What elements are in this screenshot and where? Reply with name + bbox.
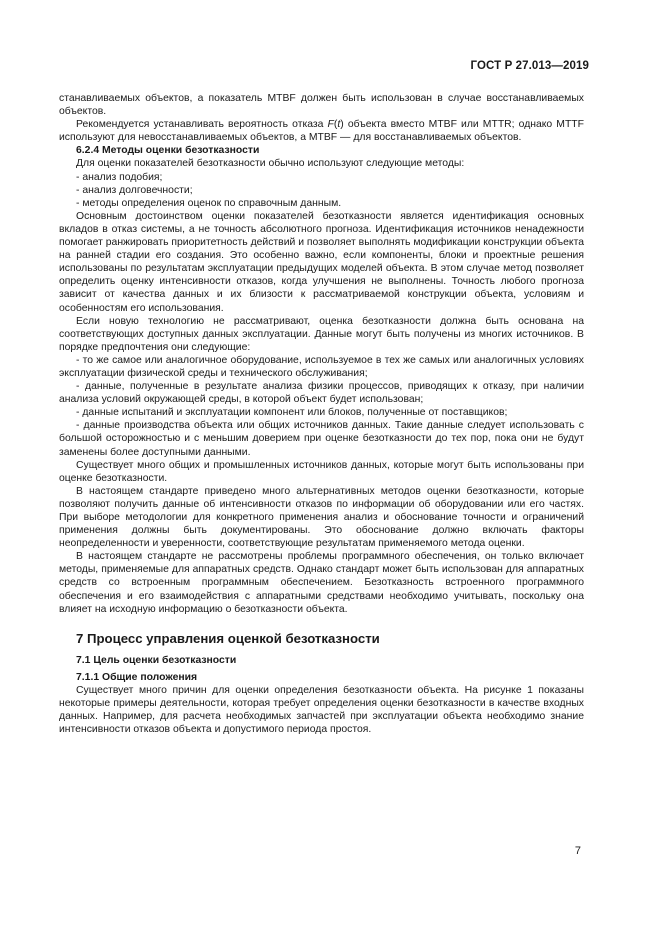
list-item: - то же самое или аналогичное оборудование, используемое в тех же самых или аналогичных условиях эксплуатации физической среды и технического обслуживания; [59,354,584,379]
list-item: - данные производства объекта или общих источников данных. Такие данные следует использовать с большой осторожностью и с меньшим доверием при оценке безотказности до тех пор, пока они не будут заменены более доступными данными. [59,420,584,458]
section-heading-7: 7 Процесс управления оценкой безотказности [76,630,380,646]
paragraph-general-sources: Существует много общих и промышленных источников данных, которые могут быть использованы при оценке безотказности. [59,459,584,484]
paragraph-software-scope: В настоящем стандарте не рассмотрены проблемы программного обеспечения, он только включает методы, применяемые для аппаратных средств. Однако стандарт может быть использован для аппаратных средств со встроенным программным обеспечением. Безотказность встроенного программного обеспечения и его взаимодействия с аппаратными средствами необходимо учитывать, поскольку она влияет на исходную информацию о безотказности объекта. [59,551,584,615]
list-item: - анализ долговечности; [76,184,193,196]
section-heading-7-1: 7.1 Цель оценки безотказности [76,654,237,666]
document-body [59,92,584,736]
paragraph-alternative-methods: В настоящем стандарте приведено много альтернативных методов оценки безотказности, которые позволяют получить данные об интенсивности отказов по информации об оборудовании или его частях. При выборе методологии для конкретного применения анализ и обоснование точности и ограничений применения должны быть документированы. Это обоснование должно включать факторы неопределенности и уверенности, соответствующие результатам применяемого метода оценки. [59,485,584,550]
paragraph-main-advantage: Основным достоинством оценки показателей безотказности является идентификация основных вкладов в отказ системы, а не точность абсолютного прогноза. Идентификация источников ненадежности помогает ранжировать приоритетность действий и позволяет выполнять модификации конструкции объекта на ранней стадии его создания. Это особенно важно, если компоненты, блоки и проектные решения использованы по результатам эксплуатации предыдущих моделей объекта. В этом случае метод позволяет определить оценку интенсивности отказов, когда улучшения не выполнены. Точность любого прогноза зависит от качества данных и их близости к рассматриваемой конструкции объекта, условиям и особенностям его использования. [59,210,584,314]
paragraph-data-sources: Если новую технологию не рассматривают, оценка безотказности должна быть основана на соответствующих доступных данных эксплуатации. Данные могут быть получены из многих источников. В порядке предпочтения они следующие: [59,315,584,353]
list-item: - анализ подобия; [76,171,163,183]
list-item: - методы определения оценок по справочным данным. [76,197,342,209]
document-id-header: ГОСТ Р 27.013—2019 [470,60,589,72]
list-item: - данные испытаний и эксплуатации компонент или блоков, полученные от поставщиков; [76,407,508,419]
paragraph-failure-probability: Рекомендуется устанавливать вероятность отказа F(t) объекта вместо MTBF или MTTR; однако MTTF используют для невосстанавливаемых объектов, а MTBF — для восстанавливаемых объектов. [59,119,584,144]
page-number: 7 [574,845,581,857]
formula-f: F [327,119,334,131]
formula-t: t [337,119,341,131]
section-heading-7-1-1: 7.1.1 Общие положения [76,671,198,683]
paragraph-continuation: станавливаемых объектов, а показатель MTBF должен быть использован в случае восстанавливаемых объектов. [59,93,584,118]
section-heading-6-2-4: 6.2.4 Методы оценки безотказности [76,145,260,157]
list-item: - данные, полученные в результате анализа физики процессов, приводящих к отказу, при наличии анализа условий окружающей среды, в которой объект будет использован; [59,381,584,406]
paragraph-methods-intro: Для оценки показателей безотказности обычно используют следующие методы: [76,158,465,170]
paragraph-assessment-reasons: Существует много причин для оценки определения безотказности объекта. На рисунке 1 показаны некоторые примеры деятельности, которая требует определения оценки безотказности в качестве входных данных. Например, для расчета необходимых запчастей при эксплуатации объекта необходимо знание интенсивности отказов объекта и допустимого периода простоя. [59,684,584,736]
